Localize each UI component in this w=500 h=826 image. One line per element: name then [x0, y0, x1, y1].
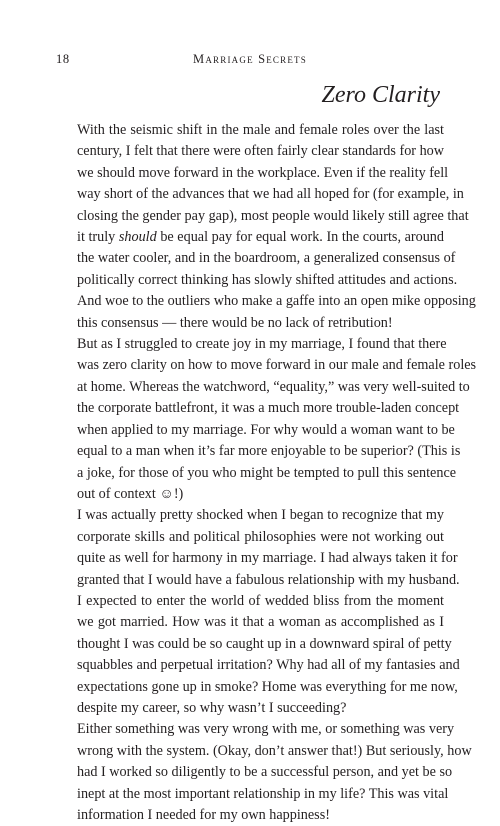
emphasis: should — [118, 229, 157, 246]
text-line: the water cooler, and in the boardroom, a generalized consensus of — [77, 250, 456, 267]
text-line: And woe to the outliers who make a gaffe into an open mike opposing — [77, 293, 476, 310]
body-text — [60, 120, 477, 826]
text-line: inept at the most important relationship in my life? This was vital — [77, 785, 449, 802]
running-head — [56, 52, 444, 70]
chapter-title: Zero Clarity — [321, 82, 440, 108]
text-line: expectations gone up in smoke? Home was everything for me now, — [77, 678, 458, 695]
paragraph — [60, 120, 476, 334]
text-line: was zero clarity on how to move forward in our male and female roles — [77, 357, 477, 374]
text-line: politically correct thinking has slowly shifted attitudes and actions. — [77, 271, 458, 288]
text-line: I expected to enter the world of wedded bliss from the moment — [77, 592, 444, 609]
text-line: squabbles and perpetual irritation? Why had all of my fantasies and — [77, 657, 460, 674]
text-line: With the seismic shift in the male and female roles over the last — [77, 122, 444, 138]
text-line: way short of the advances that we had all hoped for (for example, in — [77, 186, 464, 203]
text-line: we got married. How was it that a woman as accomplished as I — [77, 614, 444, 631]
text-line: it truly should be equal pay for equal work. In the courts, around — [77, 229, 444, 246]
text-line: had I worked so diligently to be a successful person, and yet be so — [77, 764, 453, 781]
paragraph — [60, 505, 460, 719]
text-line: this consensus — there would be no lack of retribution! — [77, 314, 393, 331]
paragraph — [60, 334, 477, 505]
text-line: we should move forward in the workplace. Even if the reality fell — [77, 164, 449, 181]
text-line: century, I felt that there were often fairly clear standards for how — [77, 143, 444, 160]
text-line: despite my career, so why wasn’t I succeeding? — [77, 699, 347, 716]
text-line: I was actually pretty shocked when I began to recognize that my — [77, 507, 444, 524]
text-line: corporate skills and political philosophies were not working out — [77, 528, 444, 545]
text-line: wrong with the system. (Okay, don’t answer that!) But seriously, how — [77, 742, 472, 759]
text-line: out of context ☺!) — [77, 485, 184, 502]
text-line: thought I was could be so caught up in a downward spiral of petty — [77, 635, 452, 652]
text-line: when applied to my marriage. For why would a woman want to be — [77, 421, 455, 438]
text-line: information I needed for my own happiness! — [77, 807, 330, 823]
page-number: 18 — [56, 52, 70, 66]
text-line: equal to a man when it’s far more enjoyable to be superior? (This is — [77, 443, 461, 460]
book-title: Marriage Secrets — [193, 52, 307, 66]
text-line: closing the gender pay gap), most people would likely still agree that — [77, 207, 469, 224]
text-line: quite as well for harmony in my marriage. I had always taken it for — [77, 550, 458, 567]
text-line: Either something was very wrong with me, or something was very — [77, 721, 455, 738]
text-line: the corporate battlefront, it was a much more trouble-laden concept — [77, 400, 460, 417]
text-line: But as I struggled to create joy in my marriage, I found that there — [77, 336, 447, 353]
text-line: a joke, for those of you who might be tempted to pull this sentence — [77, 464, 457, 481]
text-line: at home. Whereas the watchword, “equality,” was very well-suited to — [77, 378, 470, 395]
paragraph — [60, 719, 472, 826]
text-line: granted that I would have a fabulous relationship with my husband. — [77, 571, 460, 588]
